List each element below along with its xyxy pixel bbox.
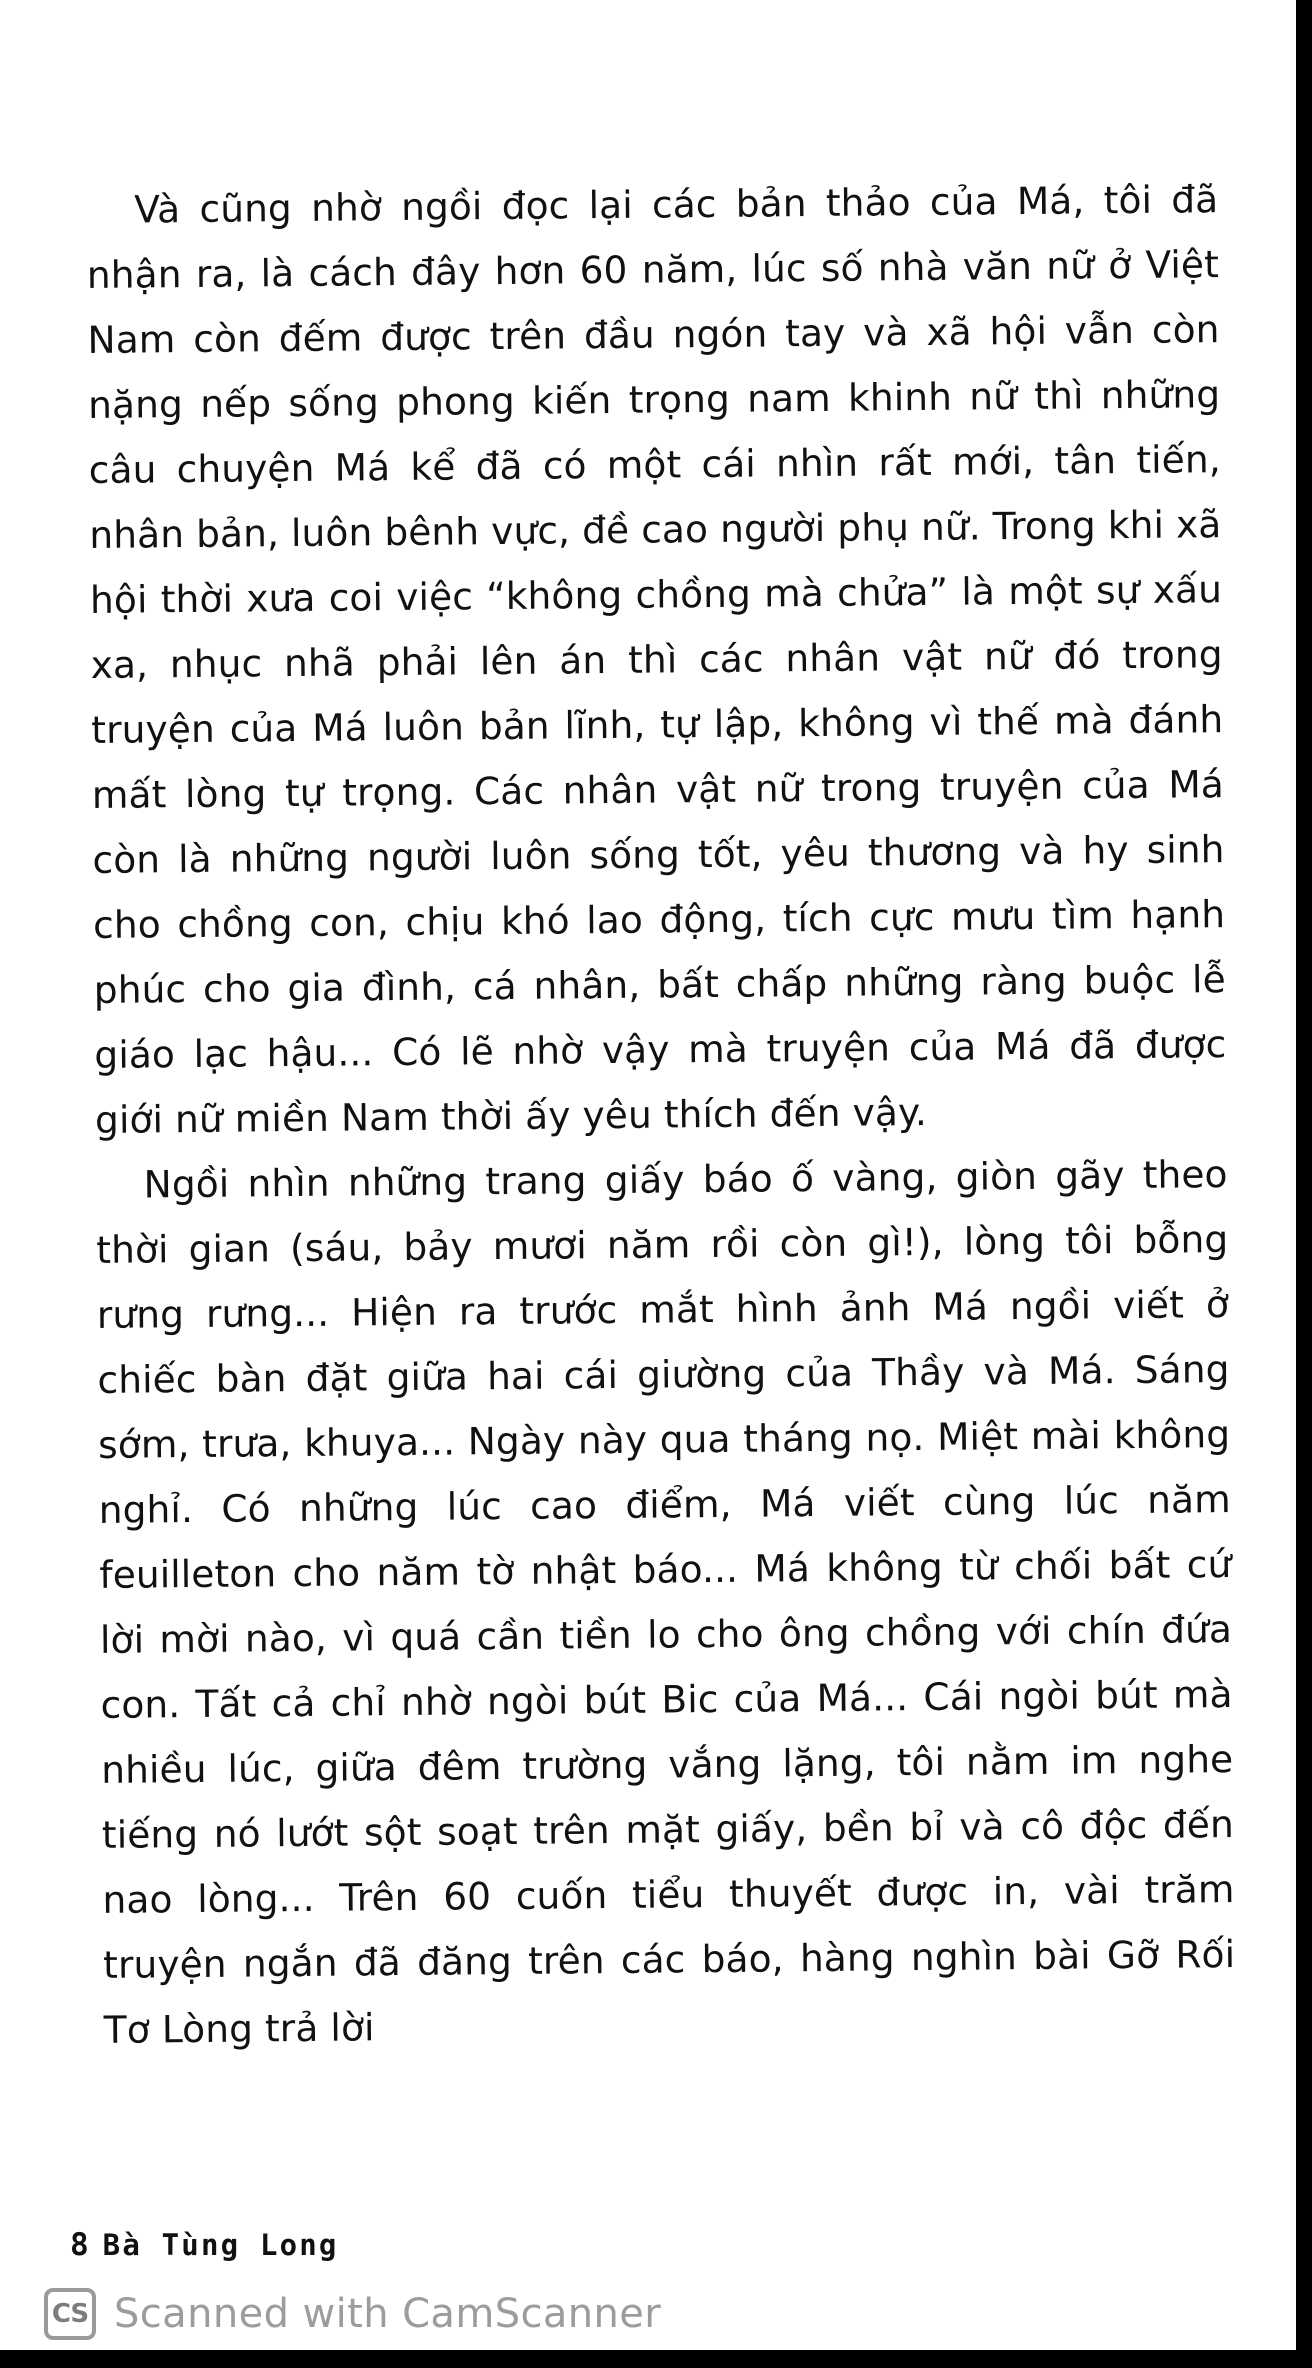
- camscanner-watermark: [44, 2288, 661, 2340]
- footer-author-name: Bà Tùng Long: [102, 2228, 339, 2262]
- page-footer: [70, 2227, 339, 2263]
- scan-edge-bottom: [0, 2350, 1312, 2368]
- paragraph-2: Ngồi nhìn những trang giấy báo ố vàng, giòn gãy theo thời gian (sáu, bảy mươi năm rồi còn gì!), lòng tôi bỗng rưng rưng... Hiện ra trước mắt hình ảnh Má ngồi viết ở chiếc bàn đặt giữa hai cái giường của Thầy và Má. Sáng sớm, trưa, khuya... Ngày này qua tháng nọ. Miệt mài không nghỉ. Có những lúc cao điểm, Má viết cùng lúc năm feuilleton cho năm tờ nhật báo... Má không từ chối bất cứ lời mời nào, vì quá cần tiền lo cho ông chồng với chín đứa con. Tất cả chỉ nhờ ngòi bút Bic của Má... Cái ngòi bút mà nhiều lúc, giữa đêm trường vắng lặng, tôi nằm im nghe tiếng nó lướt sột soạt trên mặt giấy, bền bỉ và cô độc đến nao lòng... Trên 60 cuốn tiểu thuyết được in, vài trăm truyện ngắn đã đăng trên các báo, hàng nghìn bài Gỡ Rối Tơ Lòng trả lời: [96, 1152, 1236, 2052]
- paragraph-1: Và cũng nhờ ngồi đọc lại các bản thảo của Má, tôi đã nhận ra, là cách đây hơn 60 năm, lúc số nhà văn nữ ở Việt Nam còn đếm được trên đầu ngón tay và xã hội vẫn còn nặng nếp sống phong kiến trọng nam khinh nữ thì những câu chuyện Má kể đã có một cái nhìn rất mới, tân tiến, nhân bản, luôn bênh vực, đề cao người phụ nữ. Trong khi xã hội thời xưa coi việc “không chồng mà chửa” là một sự xấu xa, nhục nhã phải lên án thì các nhân vật nữ đó trong truyện của Má luôn bản lĩnh, tự lập, không vì thế mà đánh mất lòng tự trọng. Các nhân vật nữ trong truyện của Má còn là những người luôn sống tốt, yêu thương và hy sinh cho chồng con, chịu khó lao động, tích cực mưu tìm hạnh phúc cho gia đình, cá nhân, bất chấp những ràng buộc lễ giáo lạc hậu... Có lẽ nhờ vậy mà truyện của Má đã được giới nữ miền Nam thời ấy yêu thích đến vậy.: [86, 177, 1227, 1142]
- camscanner-logo-icon: CS: [44, 2288, 96, 2340]
- camscanner-label: Scanned with CamScanner: [114, 2291, 662, 2337]
- page-body-text: [86, 167, 1236, 2063]
- scan-edge-right: [1296, 0, 1312, 2368]
- page-number: 8: [70, 2227, 89, 2263]
